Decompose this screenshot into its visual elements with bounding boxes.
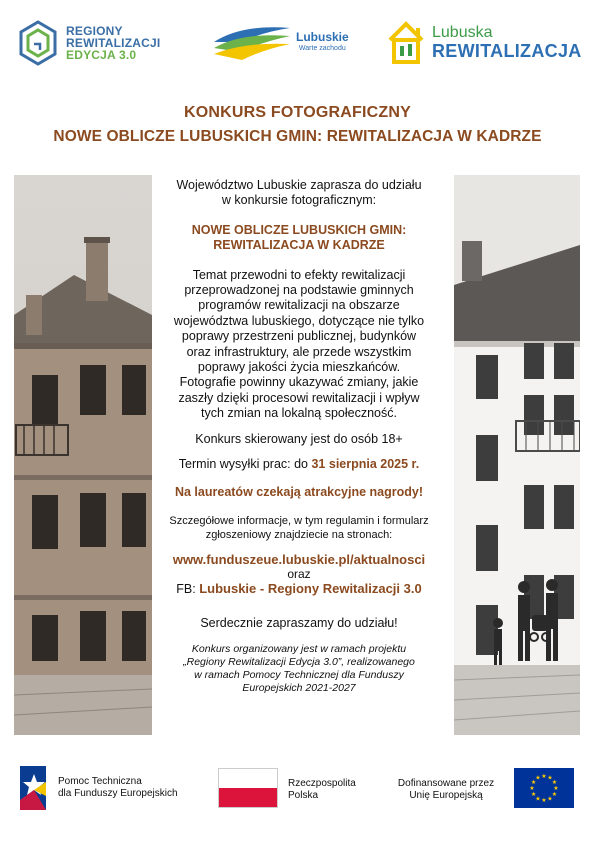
top-logos <box>0 18 595 70</box>
hexagon-icon <box>18 20 58 66</box>
footnote-line: Konkurs organizowany jest w ramach projektu <box>191 643 407 656</box>
theme-line: zaszły dzięki procesowi rewitalizacji i wpływ <box>178 390 420 405</box>
contest-name-line: NOWE OBLICZE LUBUSKICH GMIN: <box>191 222 407 237</box>
fe-line1: Pomoc Techniczna <box>58 776 142 787</box>
footnote-line: „Regiony Rewitalizacji Edycja 3.0”, realizowanego <box>183 656 415 669</box>
theme-line: oraz infrastruktury, ale przede wszystkim <box>186 344 412 359</box>
theme-line: Fotografie powinny ukazywać zmiany, jakie <box>179 375 419 390</box>
regiony-rewitalizacji-logo <box>18 20 208 66</box>
pl-line1: Rzeczpospolita <box>288 778 356 789</box>
main-content <box>152 178 446 695</box>
theme-text <box>152 268 446 422</box>
rzeczpospolita-polska-logo <box>218 768 368 812</box>
regiony-line1: REGIONY <box>66 24 123 38</box>
deadline-label: Termin wysyłki prac: do <box>178 457 312 472</box>
regiony-line2: REWITALIZACJI <box>66 36 161 50</box>
target-audience: Konkurs skierowany jest do osób 18+ <box>195 431 403 446</box>
eu-star-icon: ★ <box>541 774 547 780</box>
eu-star-icon: ★ <box>529 786 535 792</box>
theme-line: Temat przewodni to efekty rewitalizacji <box>192 267 406 282</box>
intro-line: w konkursie fotograficznym: <box>221 193 377 208</box>
fe-star-icon <box>16 760 52 816</box>
contest-name <box>152 223 446 254</box>
page-title: KONKURS FOTOGRAFICZNY <box>183 104 411 121</box>
left-tenement-photo <box>14 175 152 735</box>
fb-name[interactable]: Lubuskie - Regiony Rewitalizacji 3.0 <box>199 581 422 597</box>
info-line: Szczegółowe informacje, w tym regulamin i formularz <box>169 514 429 527</box>
footnote <box>152 643 446 695</box>
rewitalizacja-line2: REWITALIZACJA <box>432 41 582 61</box>
intro-text <box>152 178 446 209</box>
theme-line: poprawy przestrzeni publicznej, budynków <box>181 329 417 344</box>
footnote-line: Europejskich 2021-2027 <box>242 682 356 695</box>
eu-line1: Dofinansowane przez <box>397 778 495 789</box>
theme-line: poprawy jakości życia mieszkańców. <box>197 360 401 375</box>
eu-star-icon: ★ <box>551 792 558 798</box>
bottom-logos <box>0 760 595 820</box>
eu-star-icon: ★ <box>553 786 559 792</box>
lubuskie-name: Lubuskie <box>296 30 349 44</box>
theme-line: województwa lubuskiego, dotyczące nie tylko <box>173 313 425 328</box>
or-text: oraz <box>287 567 311 582</box>
prizes-text: Na laureatów czekają atrakcyjne nagrody! <box>174 484 424 499</box>
theme-line: programów rewitalizacji na obszarze <box>198 298 400 313</box>
eu-star-icon: ★ <box>551 780 558 786</box>
footnote-line: w ramach Pomocy Technicznej dla Funduszy <box>194 669 404 682</box>
deadline-date: 31 sierpnia 2025 r. <box>311 457 420 472</box>
fb-prefix: FB: <box>176 582 200 597</box>
info-line: zgłoszeniowy znajdziecie na stronach: <box>205 528 393 541</box>
fe-line2: dla Funduszy Europejskich <box>58 788 178 799</box>
eu-star-icon: ★ <box>547 796 553 803</box>
fundusze-europejskie-logo <box>16 760 216 816</box>
lubuskie-logo <box>212 22 362 66</box>
theme-line: tych zmian na lokalną społeczność. <box>201 406 397 421</box>
eu-star-icon: ★ <box>547 775 553 782</box>
facebook-link[interactable] <box>152 581 446 597</box>
eu-funding-logo <box>386 768 581 812</box>
intro-line: Województwo Lubuskie zaprasza do udziału <box>176 178 422 192</box>
eu-star-icon: ★ <box>530 792 537 798</box>
page-subtitle: NOWE OBLICZE LUBUSKICH GMIN: REWITALIZACJA W KADRZE <box>53 128 542 145</box>
regiony-line3: EDYCJA 3.0 <box>66 48 137 62</box>
polish-flag-icon <box>218 768 278 808</box>
right-renovated-building-photo <box>454 175 580 735</box>
deadline <box>152 457 446 472</box>
website-link[interactable]: www.funduszeue.lubuskie.pl/aktualnosci <box>172 551 426 567</box>
theme-line: przeprowadzonej na podstawie gminnych <box>184 283 414 298</box>
eu-flag-icon <box>514 768 574 808</box>
rewitalizacja-line1: Lubuska <box>432 24 493 41</box>
pl-line2: Polska <box>288 790 319 801</box>
eu-star-icon: ★ <box>535 775 541 782</box>
lubuskie-wave-icon <box>212 22 292 66</box>
eu-star-icon: ★ <box>530 780 537 786</box>
eu-star-icon: ★ <box>535 796 541 803</box>
contest-name-line: REWITALIZACJA W KADRZE <box>213 238 385 253</box>
house-icon <box>386 18 430 66</box>
invite-text: Serdecznie zapraszamy do udziału! <box>200 615 398 630</box>
lubuska-rewitalizacja-logo <box>386 18 586 68</box>
lubuskie-tagline: Warte zachodu <box>298 45 346 52</box>
info-text <box>152 514 446 542</box>
eu-star-icon: ★ <box>541 798 547 804</box>
eu-line2: Unię Europejską <box>409 790 483 801</box>
